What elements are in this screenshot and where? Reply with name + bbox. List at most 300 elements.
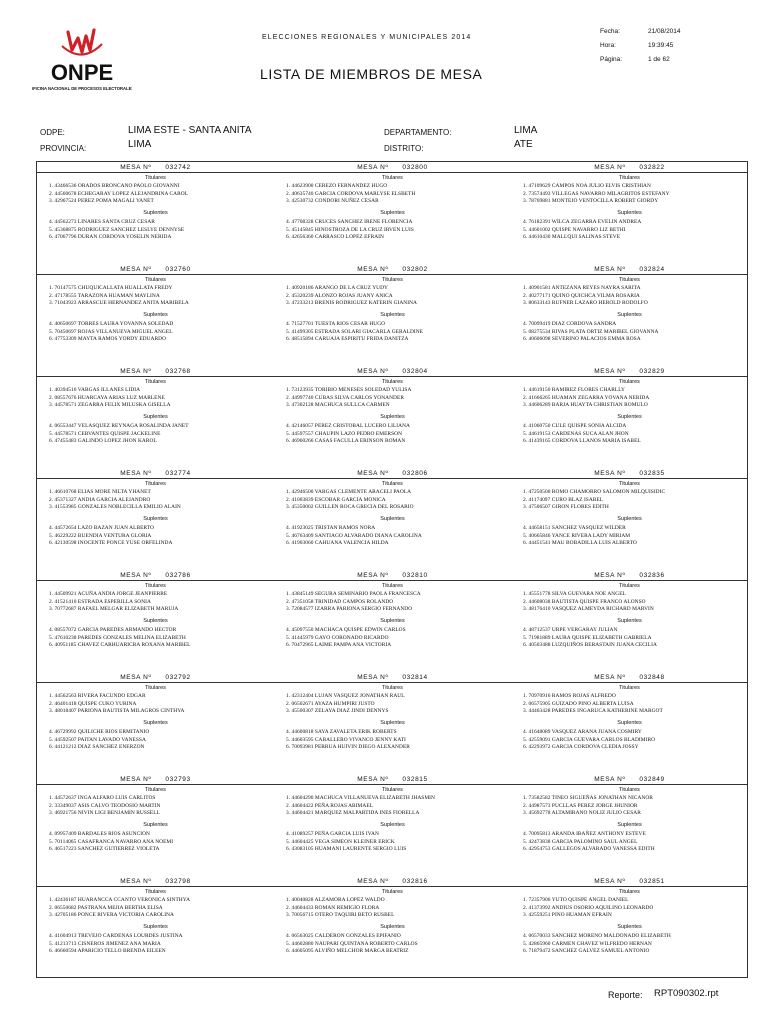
titular-member: 1. 40901581 ANTEZANA REYES NAYRA SARITA xyxy=(523,285,641,291)
suplente-member: 6. 44121212 DIAZ SANCHEZ ENERZON xyxy=(49,744,145,750)
mesa-divider xyxy=(37,682,274,683)
suplentes-heading: Suplentes xyxy=(380,618,405,624)
mesa-number: 032849 xyxy=(639,776,665,783)
suplente-member: 4. 06563025 CALDERON GONZALES EPIFANIO xyxy=(286,933,401,939)
titular-member: 3. 42530732 CONDORI NUÑEZ CESAR xyxy=(286,198,379,204)
suplente-member: 5. 44578571 CERVANTES QUISPE JACKELINE xyxy=(49,431,161,437)
suplente-member: 4. 41648089 VASQUEZ ARANA JUANA COSMIRY xyxy=(523,729,642,735)
titular-member: 2. 46401418 QUISPE CUKO YURINA xyxy=(49,701,137,707)
mesa-number: 032774 xyxy=(165,470,191,477)
mesa-block xyxy=(37,162,274,264)
suplentes-heading: Suplentes xyxy=(380,312,405,318)
titulares-heading: Titulares xyxy=(382,685,403,691)
titular-member: 3. 44463428 PAREDES INGARUCA KATHERINE MARGOT xyxy=(523,708,663,714)
mesa-label: MESA Nº xyxy=(594,470,626,477)
titular-member: 3. 47302128 MACHUCA SULLCA CARMEN xyxy=(286,402,390,408)
mesa-block xyxy=(511,264,748,366)
suplentes-heading: Suplentes xyxy=(617,210,642,216)
pagina-value: 1 de 62 xyxy=(648,56,670,63)
mesa-header xyxy=(37,470,274,477)
titular-member: 3. 41553985 GONZALES NOBLECILLA EMILIO ALAIN xyxy=(49,504,181,510)
mesa-header xyxy=(511,674,748,681)
mesa-divider xyxy=(511,274,748,275)
titular-member: 3. 72084577 IZARRA PARIONA SERGIO FERNANDO xyxy=(286,606,413,612)
suplente-member: 5. 46763409 SANTIAGO ALVARADO DIANA CAROLINA xyxy=(286,533,422,539)
suplente-member: 5. 44602880 NAUPARI QUINTANA ROBERTO CARLOS xyxy=(286,941,418,947)
titulares-heading: Titulares xyxy=(619,175,640,181)
logo-subtitle: OFICINA NACIONAL DE PROCESOS ELECTORALES xyxy=(32,86,132,91)
suplente-member: 5. 70450697 ROJAS VILLANUEVA MIGUEL ANGEL xyxy=(49,329,173,335)
titulares-heading: Titulares xyxy=(619,685,640,691)
suplente-member: 4. 70095813 ARANDA IBAÑEZ ANTHONY ESTEVE xyxy=(523,831,646,837)
suplentes-heading: Suplentes xyxy=(143,312,168,318)
mesa-label: MESA Nº xyxy=(357,674,389,681)
titular-member: 2. 44608038 BAUTISTA QUISPE FRANCO ALONSO xyxy=(523,599,646,605)
mesa-divider xyxy=(37,172,274,173)
mesa-header xyxy=(37,776,274,783)
titulares-heading: Titulares xyxy=(145,175,166,181)
suplente-member: 5. 08275534 RIVAS PLATA ORTIZ MARIBEL GIOVANNA xyxy=(523,329,659,335)
mesa-divider xyxy=(37,886,274,887)
distrito-value: ATE xyxy=(514,139,533,150)
suplentes-heading: Suplentes xyxy=(617,516,642,522)
mesa-block xyxy=(511,876,748,978)
mesa-divider xyxy=(274,580,511,581)
suplente-member: 6. 46517223 SANCHEZ GUTIERREZ VIOLETA xyxy=(49,846,160,852)
suplente-member: 4. 46729992 QUILICHE RIOS ERMITANIO xyxy=(49,729,150,735)
titulares-heading: Titulares xyxy=(382,787,403,793)
titular-member: 3. 42559251 PINO HUAMAN EFRAIN xyxy=(523,912,612,918)
mesa-block xyxy=(274,162,511,264)
titular-member: 1. 73582582 TINEO SIGUEÑAS JONATHAN NICANOR xyxy=(523,795,653,801)
mesa-divider xyxy=(511,784,748,785)
mesa-label: MESA Nº xyxy=(357,368,389,375)
suplente-member: 6. 70093981 PERRUA HUIVIN DIEGO ALEXANDER xyxy=(286,744,410,750)
departamento-value: LIMA xyxy=(514,125,538,136)
titular-member: 3. 44604421 MARQUEZ MALPARTIDA INES FIORELLA xyxy=(286,810,420,816)
mesa-column xyxy=(37,162,274,977)
titular-member: 1. 44509921 ACUÑA ANDIA JORGE JEANPIERRE xyxy=(49,591,168,597)
mesa-header xyxy=(37,368,274,375)
suplentes-heading: Suplentes xyxy=(617,312,642,318)
titular-member: 1. 42436187 HUARANCCA CCANTO VERONICA SINTHYA xyxy=(49,897,191,903)
suplentes-heading: Suplentes xyxy=(380,210,405,216)
mesa-label: MESA Nº xyxy=(357,470,389,477)
titular-member: 2. 45371327 ANDIA GARCIA ALEJANDRO xyxy=(49,497,151,503)
suplente-member: 4. 44572654 LAZO BAZAN JUAN ALBERTO xyxy=(49,525,154,531)
titular-member: 1. 44619150 RAMIREZ FLORES CHARLLY xyxy=(523,387,625,393)
suplente-member: 5. 42865960 CARMEN CHAVEZ WILFREDO HERNAN xyxy=(523,941,652,947)
mesa-number: 032810 xyxy=(402,572,428,579)
titular-member: 1. 70147575 CHUQUICALLATA HUALLATA FREDY xyxy=(49,285,173,291)
suplente-member: 5. 45145845 HINOSTROZA DE LA CRUZ IRVEN LUIS xyxy=(286,227,414,233)
departamento-label: DEPARTAMENTO: xyxy=(384,128,452,137)
titular-member: 2. 44604422 PEÑA ROJAS ABIMAEL xyxy=(286,803,374,809)
mesa-number: 032742 xyxy=(165,164,191,171)
mesa-block xyxy=(511,570,748,672)
distrito-label: DISTRITO: xyxy=(384,144,424,153)
suplente-member: 5. 44597557 CHAUPIN LAZO PEDRO EMERSON xyxy=(286,431,403,437)
titulares-heading: Titulares xyxy=(619,889,640,895)
suplente-member: 4. 44658151 SANCHEZ VASQUEZ WILDER xyxy=(523,525,626,531)
mesa-label: MESA Nº xyxy=(120,266,152,273)
suplentes-heading: Suplentes xyxy=(617,414,642,420)
mesa-header xyxy=(274,674,511,681)
mesa-number: 032804 xyxy=(402,368,428,375)
suplente-member: 6. 44451541 MAU BOBADILLA LUIS ALBERTO xyxy=(523,540,637,546)
titular-member: 1. 40040828 ALZAMORA LOPEZ WALDO xyxy=(286,897,385,903)
suplente-member: 5. 71981889 LAURA QUISPE ELIZABETH GABRIELA xyxy=(523,635,652,641)
mesa-header xyxy=(511,878,748,885)
mesa-block xyxy=(274,672,511,774)
pagina-label: Página: xyxy=(600,56,623,63)
mesa-label: MESA Nº xyxy=(357,266,389,273)
mesa-block xyxy=(37,876,274,978)
suplente-member: 4. 41089257 PEÑA GARCIA LUIS IVAN xyxy=(286,831,379,837)
mesa-header xyxy=(274,368,511,375)
mesa-block xyxy=(511,774,748,876)
titular-member: 2. 41521410 ESTRADA ESPERILLA SONIA xyxy=(49,599,151,605)
titular-member: 2. 41003839 ESCOBAR GARCIA MONICA xyxy=(286,497,386,503)
suplente-member: 5. 41213713 CISNEROS JIMENEZ ANA MARIA xyxy=(49,941,161,947)
mesa-label: MESA Nº xyxy=(594,878,626,885)
mesa-number: 032806 xyxy=(402,470,428,477)
suplente-member: 4. 45097550 MACHACA QUISPE EDWIN CARLOS xyxy=(286,627,406,633)
mesa-number: 032792 xyxy=(165,674,191,681)
suplente-member: 6. 47455483 GALINDO LOPEZ JHON KAROL xyxy=(49,438,157,444)
odpe-label: ODPE: xyxy=(40,128,65,137)
suplente-member: 5. 70114065 CASAFRANCA NAVARRO ANA NOEMI xyxy=(49,839,174,845)
mesa-block xyxy=(274,774,511,876)
mesa-divider xyxy=(511,580,748,581)
suplente-member: 5. 44603595 CABALLERO VIVANCO JENNY KATI xyxy=(286,737,406,743)
titulares-heading: Titulares xyxy=(382,481,403,487)
titulares-heading: Titulares xyxy=(145,583,166,589)
titular-member: 1. 40394516 VARGAS ILLANES LIDIA xyxy=(49,387,141,393)
suplentes-heading: Suplentes xyxy=(143,924,168,930)
mesa-header xyxy=(274,266,511,273)
mesa-number: 032829 xyxy=(639,368,665,375)
suplentes-heading: Suplentes xyxy=(617,618,642,624)
suplente-member: 5. 47610238 PAREDES GONZALES MELINA ELIZABETH xyxy=(49,635,186,641)
mesa-number: 032822 xyxy=(639,164,665,171)
odpe-value: LIMA ESTE - SANTA ANITA xyxy=(128,125,252,136)
titular-member: 2. 41666265 HUAMAN ZEGARRA YOVANA NERIDA xyxy=(523,395,650,401)
suplentes-heading: Suplentes xyxy=(143,618,168,624)
fecha-value: 21/08/2014 xyxy=(648,28,681,35)
titular-member: 3. 44606289 BARJA HUAYTA CHRISTIAN ROMULO xyxy=(523,402,648,408)
mesa-header xyxy=(274,878,511,885)
mesa-header xyxy=(274,164,511,171)
mesa-label: MESA Nº xyxy=(594,266,626,273)
suplentes-heading: Suplentes xyxy=(617,924,642,930)
suplentes-heading: Suplentes xyxy=(617,822,642,828)
suplentes-heading: Suplentes xyxy=(143,516,168,522)
mesa-column xyxy=(274,162,511,977)
suplente-member: 6. 43083105 HUAMANI LAURENTE SERGIO LUIS xyxy=(286,846,407,852)
suplente-member: 4. 42146057 PEREZ CRISTOBAL LUCERO LILIANA xyxy=(286,423,410,429)
suplente-member: 6. 40606098 SEVERINO PALACIOS EMMA ROSA xyxy=(523,336,641,342)
mesa-block xyxy=(274,876,511,978)
mesa-label: MESA Nº xyxy=(357,164,389,171)
titular-member: 1. 47250500 ROMO CHAMORRO SALOMON MILQUISIDIC xyxy=(523,489,666,495)
mesa-divider xyxy=(511,172,748,173)
mesa-label: MESA Nº xyxy=(594,368,626,375)
titular-member: 3. 71043923 ARRASCUE HERNANDEZ ANITA MARIBELA xyxy=(49,300,189,306)
titular-member: 3. 45500307 ZELAYA DIAZ JINDI DENNYS xyxy=(286,708,389,714)
mesa-number: 032824 xyxy=(639,266,665,273)
suplente-member: 4. 40650697 TORRES LAURA YOVANNA SOLEDAD xyxy=(49,321,174,327)
mesa-number: 032802 xyxy=(402,266,428,273)
mesa-grid xyxy=(36,161,748,978)
mesa-label: MESA Nº xyxy=(120,572,152,579)
mesa-header xyxy=(511,572,748,579)
suplente-member: 6. 44610430 MALLQUI SALINAS STEVE xyxy=(523,234,621,240)
suplente-member: 4. 06570033 SANCHEZ MORENO MALDONADO ELIZABETH xyxy=(523,933,671,939)
titular-member: 1. 43466536 ORADOS BRONCANO PAOLO GIOVANNI xyxy=(49,183,180,189)
suplente-member: 5. 44592507 PAITAN LAVADO VANESSA xyxy=(49,737,146,743)
mesa-block xyxy=(511,672,748,774)
titular-member: 2. 44604433 ROMAN REMIGIO FLORA xyxy=(286,905,380,911)
mesa-number: 032798 xyxy=(165,878,191,885)
mesa-number: 032793 xyxy=(165,776,191,783)
mesa-header xyxy=(37,674,274,681)
mesa-header xyxy=(37,266,274,273)
suplentes-heading: Suplentes xyxy=(380,924,405,930)
titular-member: 1. 40920186 ARANGO DE LA CRUZ YUDY xyxy=(286,285,388,291)
mesa-label: MESA Nº xyxy=(594,164,626,171)
election-name: ELECCIONES REGIONALES Y MUNICIPALES 2014 xyxy=(262,34,472,41)
mesa-header xyxy=(511,164,748,171)
suplente-member: 5. 44601002 QUISPE NAVARRO LIZ BETHI xyxy=(523,227,626,233)
titular-member: 2. 06550682 PASTRANA MEJIA BERTHA ELISA xyxy=(49,905,163,911)
mesa-header xyxy=(511,776,748,783)
suplente-member: 6. 70472965 LAIME PAMPA ANA VICTORIA xyxy=(286,642,392,648)
mesa-block xyxy=(37,264,274,366)
onpe-logo-mark xyxy=(32,24,132,102)
suplente-member: 5. 41445979 GAYO CORONADO RICARDO xyxy=(286,635,389,641)
titular-member: 3. 45350002 GUILLEN ROCA GRECIA DEL ROSARIO xyxy=(286,504,414,510)
titular-member: 3. 48176410 VASQUEZ ALMEYDA RICHARD MARVIN xyxy=(523,606,654,612)
titulares-heading: Titulares xyxy=(382,583,403,589)
mesa-block xyxy=(37,570,274,672)
mesa-divider xyxy=(274,172,511,173)
titular-member: 2. 44987573 PUCLLAS PEREZ JORGE JHUNIOR xyxy=(523,803,638,809)
mesa-header xyxy=(511,266,748,273)
titular-member: 2. 73574493 VILLEGAS NAVARRO MILAGRITOS ESTEFANY xyxy=(523,191,670,197)
titular-member: 3. 78769881 MONTEJO VENTOCILLA ROBERT GIORDY xyxy=(523,198,659,204)
mesa-number: 032836 xyxy=(639,572,665,579)
titular-member: 2. 08557676 HUARCAYA ARIAS LUZ MARLENE xyxy=(49,395,165,401)
suplente-member: 4. 71527701 TUESTA RIOS CESAR HUGO xyxy=(286,321,386,327)
provincia-label: PROVINCIA: xyxy=(40,144,87,153)
mesa-divider xyxy=(274,784,511,785)
mesa-block xyxy=(37,468,274,570)
mesa-label: MESA Nº xyxy=(357,572,389,579)
suplente-member: 6. 40951185 CHAVEZ CARHUARICRA ROXANA MARIBEL xyxy=(49,642,191,648)
titular-member: 2. 44997740 CUBAS SILVA CARLOS YONANDER xyxy=(286,395,404,401)
suplente-member: 4. 08557072 GARCIA PAREDES ARMANDO HECTOR xyxy=(49,627,177,633)
mesa-block xyxy=(274,264,511,366)
titulares-heading: Titulares xyxy=(382,379,403,385)
mesa-divider xyxy=(274,274,511,275)
titular-member: 1. 45551778 SILVA GUEVARA NOE ANGEL xyxy=(523,591,626,597)
suplente-member: 6. 46660594 APARICIO TELLO BRENDA EILEEN xyxy=(49,948,166,954)
suplente-member: 6. 46960266 CASAS FACULLA ERINSON ROMAN xyxy=(286,438,406,444)
titular-member: 3. 45692778 ALTAMIRANO NOLIZ JULIO CESAR xyxy=(523,810,641,816)
mesa-label: MESA Nº xyxy=(120,674,152,681)
mesa-header xyxy=(274,776,511,783)
mesa-header xyxy=(511,470,748,477)
suplentes-heading: Suplentes xyxy=(380,414,405,420)
reporte-label: Reporte: xyxy=(608,990,643,1000)
mesa-divider xyxy=(274,886,511,887)
mesa-label: MESA Nº xyxy=(120,470,152,477)
mesa-block xyxy=(37,672,274,774)
mesa-number: 032760 xyxy=(165,266,191,273)
titular-member: 1. 44604290 MACHUCA VILLANUEVA ELIZABETH JHASMIN xyxy=(286,795,435,801)
logo-text: ONPE xyxy=(50,60,114,85)
mesa-block xyxy=(274,468,511,570)
titulares-heading: Titulares xyxy=(145,787,166,793)
mesa-block xyxy=(274,366,511,468)
titular-member: 1. 42312404 LUJAN VASQUEZ JONATHAN RAUL xyxy=(286,693,405,699)
titular-member: 2. 06502671 AYAZA HUMPIRI JUSTO xyxy=(286,701,375,707)
titular-member: 3. 70056715 OTERO TAQUIRI BETO RUSBEL xyxy=(286,912,395,918)
suplente-member: 4. 48712537 URPE VERGARAY JULIAN xyxy=(523,627,618,633)
titulares-heading: Titulares xyxy=(382,175,403,181)
mesa-divider xyxy=(511,376,748,377)
suplente-member: 6. 71879472 SANCHEZ GALVEZ SAMUEL ANTONIO xyxy=(523,948,650,954)
mesa-number: 032800 xyxy=(402,164,428,171)
suplente-member: 6. 42293972 GARCIA CORDOVA CLEDIA JOSSY xyxy=(523,744,639,750)
titular-member: 2. 40635740 GARCIA CORDOVA MARLYSE ELSBETH xyxy=(286,191,416,197)
suplente-member: 5. 40665846 YANCE RIVERA LADY MIRIAM xyxy=(523,533,631,539)
suplentes-heading: Suplentes xyxy=(143,210,168,216)
mesa-label: MESA Nº xyxy=(357,878,389,885)
suplente-member: 6. 47067796 DURAN CORDOVA YOSELIN NERIDA xyxy=(49,234,172,240)
titulares-heading: Titulares xyxy=(619,481,640,487)
titular-member: 1. 46610768 ELIAS MORE NILTA YHANET xyxy=(49,489,151,495)
suplente-member: 6. 48515894 CARUAJA ESPIRITU FRIDA DANITZA xyxy=(286,336,409,342)
mesa-divider xyxy=(37,274,274,275)
titular-member: 2. 47178555 TARAZONA HUAMAN MAYLINA xyxy=(49,293,160,299)
titular-member: 2. 06575905 GUIZADO PINO ALBERTA LUISA xyxy=(523,701,634,707)
suplente-member: 6. 40503488 LUZQUIÑOS BERASTAIN JUANA CECILIA xyxy=(523,642,657,648)
mesa-header xyxy=(274,470,511,477)
titular-member: 2. 41373992 ANDIUS OSORIO AQUILINO LEONARDO xyxy=(523,905,654,911)
reporte-value: RPT090302.rpt xyxy=(654,988,719,999)
titular-member: 2. 44560678 ECHEGARAY LOPEZ ALEJANDRINA CAROL xyxy=(49,191,189,197)
titular-member: 3. 44578571 ZEGARRA FELIX MILUSKA GISELLA xyxy=(49,402,171,408)
suplente-member: 5. 44604425 VEGA SIMEON KLEINER ERICK xyxy=(286,839,395,845)
mesa-label: MESA Nº xyxy=(594,572,626,579)
mesa-divider xyxy=(274,376,511,377)
titular-member: 3. 70772687 RAFAEL MELGAR ELIZABETH MARUJA xyxy=(49,606,179,612)
suplentes-heading: Suplentes xyxy=(380,516,405,522)
suplente-member: 4. 41060750 CULE QUISPE SONIA ALCIDA xyxy=(523,423,627,429)
fecha-label: Fecha: xyxy=(600,28,620,35)
titular-member: 1. 43845149 SEGURA SEMINARIO PAOLA FRANCESCA xyxy=(286,591,421,597)
mesa-block xyxy=(511,468,748,570)
suplente-member: 4. 41923025 TRISTAN RAMOS NORA xyxy=(286,525,376,531)
suplente-member: 4. 47708328 CRUCES SANCHEZ IRENE FLORENCIA xyxy=(286,219,413,225)
mesa-label: MESA Nº xyxy=(594,674,626,681)
titular-member: 2. 47351058 TRINIDAD CAMPOS ROLANDO xyxy=(286,599,394,605)
titular-member: 1. 44572637 INGA ALFARO LUIS CARLITOS xyxy=(49,795,156,801)
titular-member: 3. 47233213 BRENIS RODRIGUEZ KATERIN GIANINA xyxy=(286,300,417,306)
suplente-member: 6. 47753309 MAYTA RAMOS YORDY EDUARDO xyxy=(49,336,167,342)
suplente-member: 5. 45368875 RODRIGUEZ SANCHEZ LESLYE DENNYSE xyxy=(49,227,185,233)
mesa-divider xyxy=(37,376,274,377)
mesa-label: MESA Nº xyxy=(120,878,152,885)
suplentes-heading: Suplentes xyxy=(380,822,405,828)
mesa-divider xyxy=(37,478,274,479)
suplente-member: 6. 41439165 CORDOVA LLANOS MARIA ISABEL xyxy=(523,438,641,444)
mesa-block xyxy=(511,366,748,468)
mesa-divider xyxy=(37,784,274,785)
suplentes-heading: Suplentes xyxy=(380,720,405,726)
provincia-value: LIMA xyxy=(128,139,152,150)
mesa-divider xyxy=(274,478,511,479)
onpe-logo xyxy=(32,24,132,102)
mesa-number: 032786 xyxy=(165,572,191,579)
suplentes-heading: Suplentes xyxy=(143,720,168,726)
titular-member: 3. 80633143 RUFNER LAZARO HEROLD RODOLFO xyxy=(523,300,648,306)
titulares-heading: Titulares xyxy=(145,889,166,895)
mesa-label: MESA Nº xyxy=(120,164,152,171)
suplente-member: 4. 76182391 WILCA ZEGARRA EVELIN ANDREA xyxy=(523,219,642,225)
suplente-member: 5. 44619153 CARDENAS SUCA ALAN JHON xyxy=(523,431,629,437)
titular-member: 2. 33349037 ASIS CALVO TEODOSIO MARTIN xyxy=(49,803,161,809)
mesa-number: 032814 xyxy=(402,674,428,681)
suplente-member: 6. 42130598 INOCENTE PONCE YUSE ORFELINDA xyxy=(49,540,173,546)
titular-member: 1. 44562563 RIVERA FACUNDO EDGAR xyxy=(49,693,146,699)
suplente-member: 6. 42656360 CARRASCO LOPEZ EFRAIN xyxy=(286,234,384,240)
titulares-heading: Titulares xyxy=(619,277,640,283)
titulares-heading: Titulares xyxy=(145,379,166,385)
titular-member: 3. 48018407 PARIONA BAUTISTA MILAGROS CINTHYA xyxy=(49,708,185,714)
suplente-member: 6. 41903060 CAHUANA VALENCIA HILDA xyxy=(286,540,389,546)
titular-member: 3. 47506507 GIRON FLORES EDITH xyxy=(523,504,609,510)
mesa-column xyxy=(511,162,748,977)
mesa-header xyxy=(37,164,274,171)
titular-member: 3. 42705186 PONCE RIVERA VICTORIA CAROLINA xyxy=(49,912,174,918)
titulares-heading: Titulares xyxy=(145,277,166,283)
mesa-number: 032851 xyxy=(639,878,665,885)
suplente-member: 6. 44605095 ALVIÑO MELCHOR MARGA BEATRIZ xyxy=(286,948,409,954)
titular-member: 2. 41174097 CURO BLAZ ISABEL xyxy=(523,497,604,503)
document-title: LISTA DE MIEMBROS DE MESA xyxy=(260,66,483,82)
suplente-member: 4. 70099419 DIAZ CORDOVA SANDRA xyxy=(523,321,617,327)
suplente-member: 5. 42473838 GARCIA PALOMINO SAUL ANGEL xyxy=(523,839,638,845)
mesa-header xyxy=(274,572,511,579)
mesa-divider xyxy=(37,580,274,581)
mesa-number: 032848 xyxy=(639,674,665,681)
titulares-heading: Titulares xyxy=(382,277,403,283)
suplentes-heading: Suplentes xyxy=(143,414,168,420)
titulares-heading: Titulares xyxy=(619,583,640,589)
suplentes-heading: Suplentes xyxy=(143,822,168,828)
mesa-number: 032815 xyxy=(402,776,428,783)
mesa-divider xyxy=(511,478,748,479)
mesa-header xyxy=(511,368,748,375)
titular-member: 2. 40277171 QUINO QUICHCA VILMA ROSARIA xyxy=(523,293,640,299)
titulares-heading: Titulares xyxy=(382,889,403,895)
mesa-block xyxy=(37,366,274,468)
titulares-heading: Titulares xyxy=(619,787,640,793)
mesa-number: 032835 xyxy=(639,470,665,477)
